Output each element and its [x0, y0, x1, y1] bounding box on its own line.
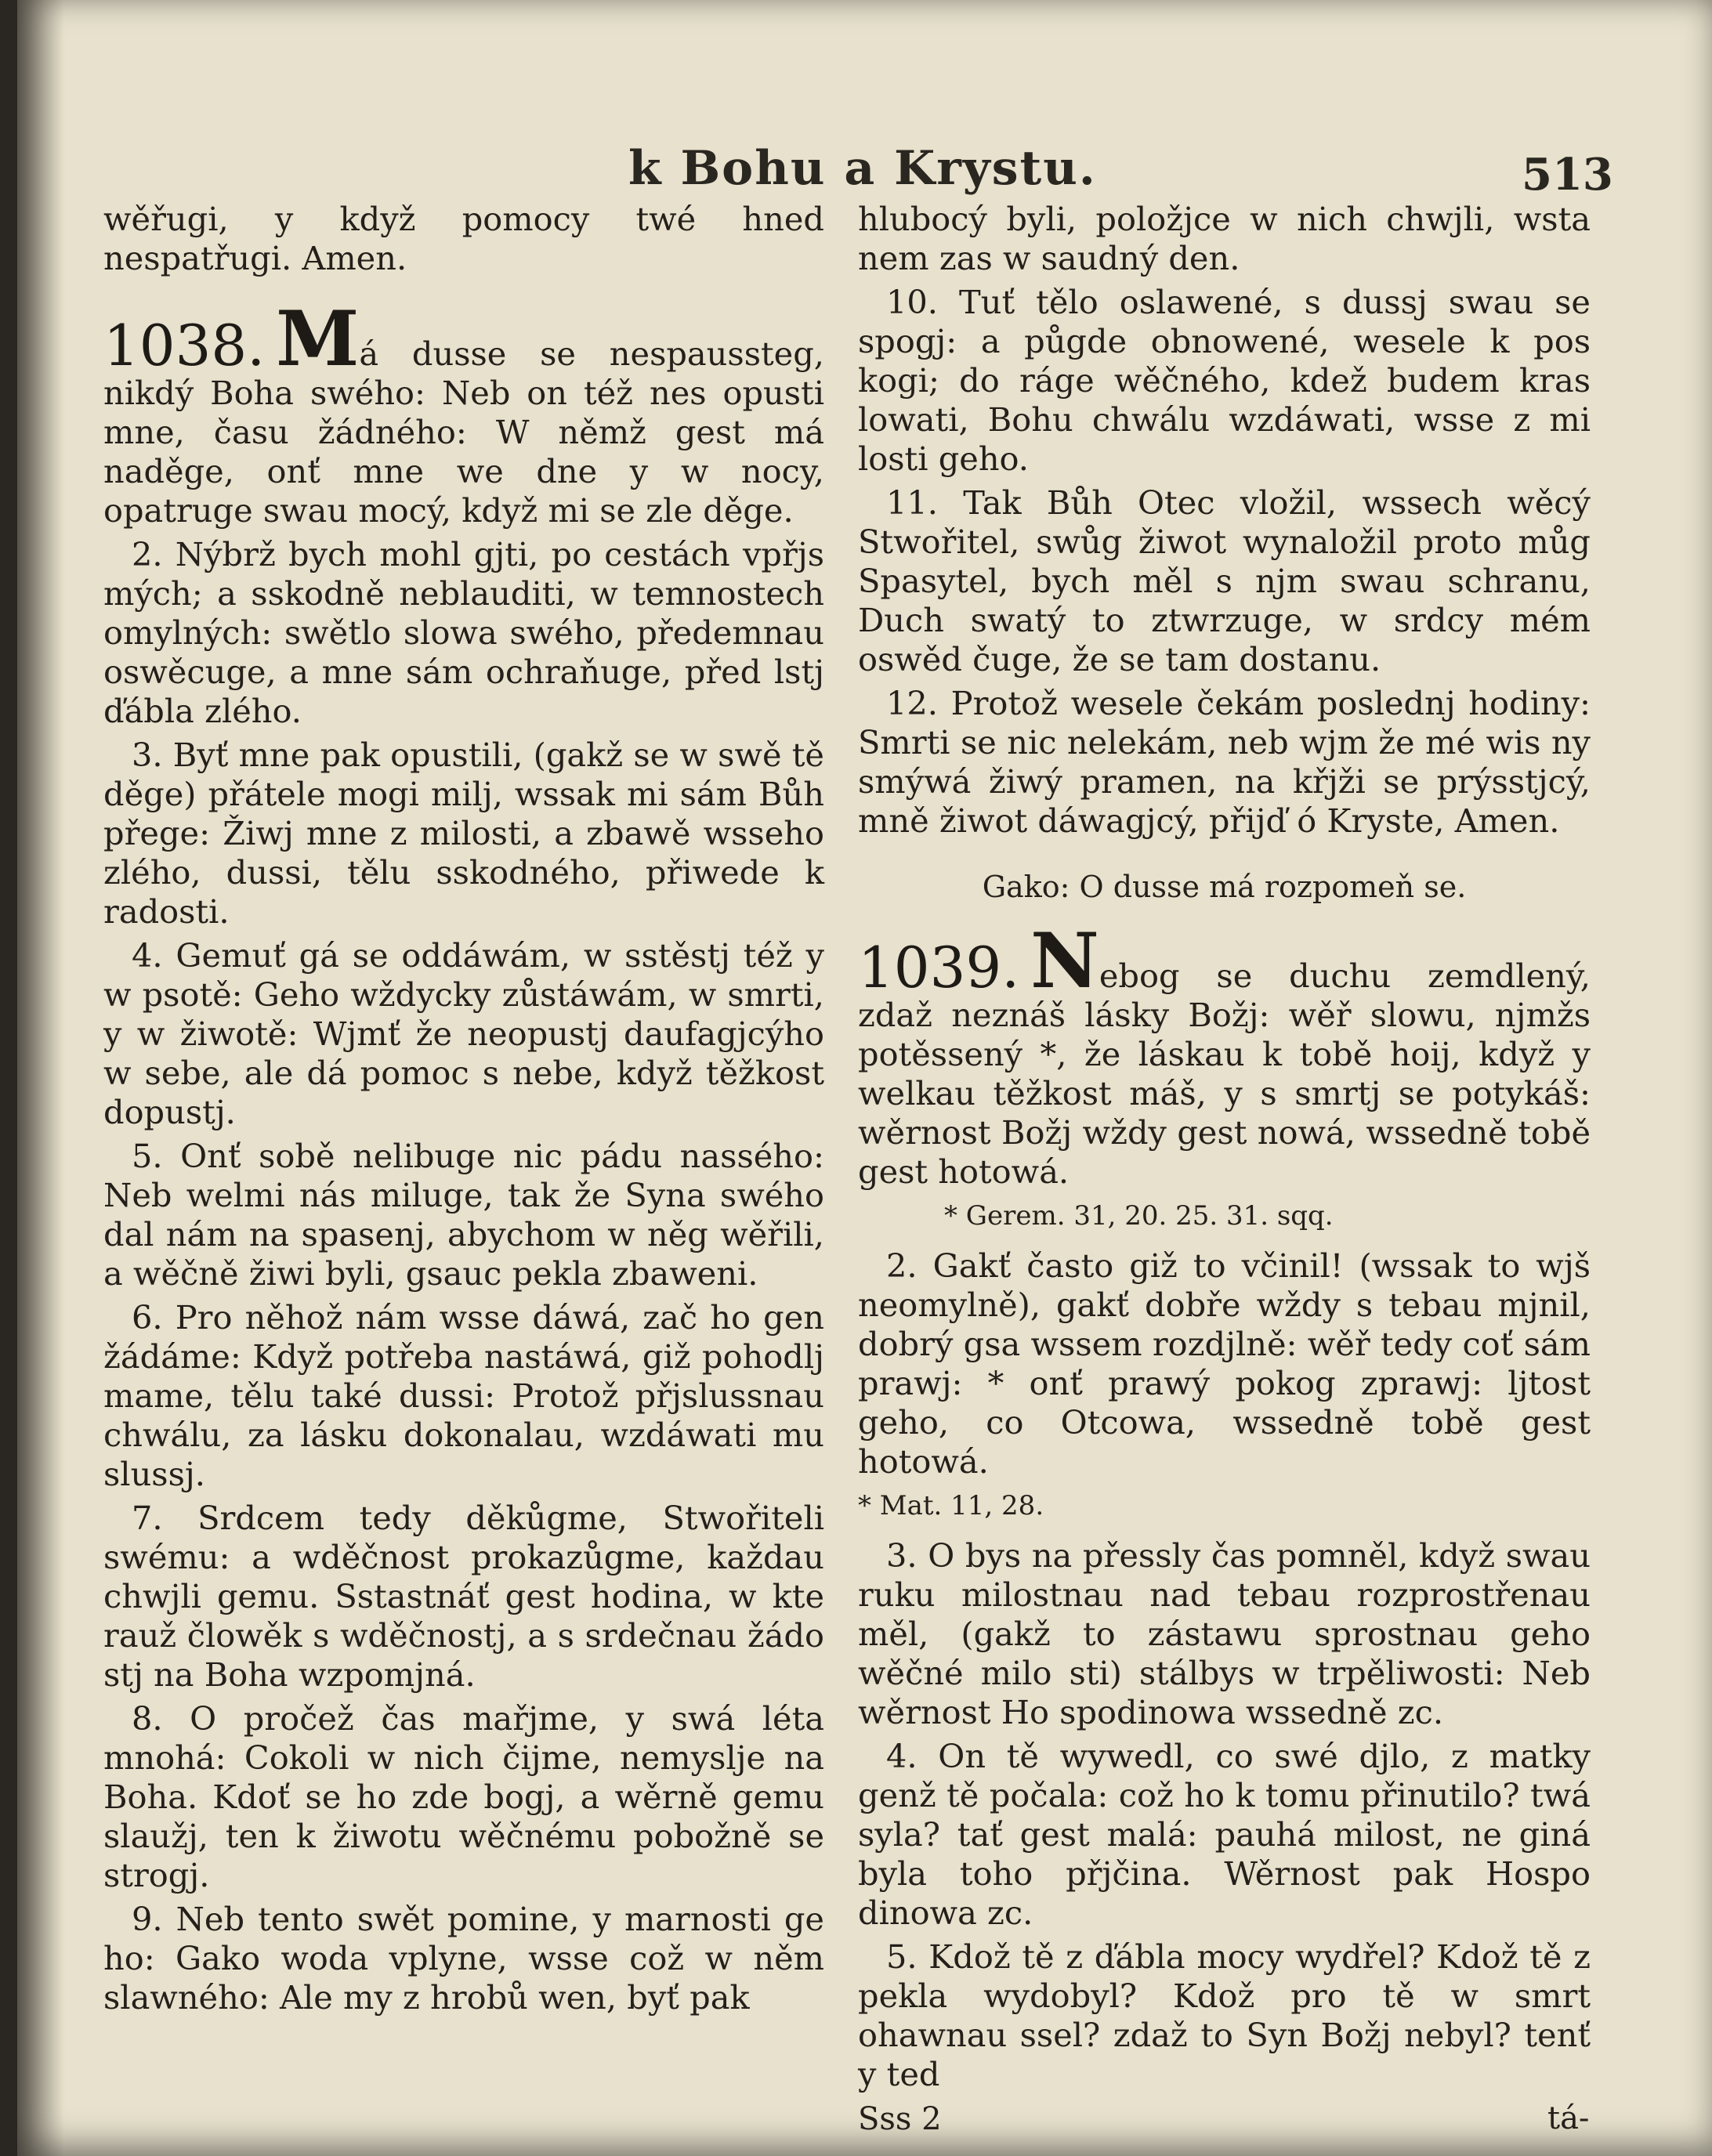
hymn-1038-verse-4: 4. Gemuť gá se oddáwám, w sstěstj též y w psotě: Geho wždycky zůstáwám, w smrti, y w žiwotě: Wjmť že neopustj daufagjcýho w sebe, ale dá pomoc s nebe, když těžkost dopustj.: [103, 936, 824, 1131]
hymn-1039-verse-1: [858, 917, 1591, 1192]
verse-text: á dusse se nespaussteg, nikdý Boha swého: Neb on též nes opusti mne, času žádného: W němž gest má naděge, onť mne we dne y w nocy, opatruge swau mocý, když mi se zle děge.: [103, 335, 824, 530]
footnote: * Mat. 11, 28.: [858, 1490, 1044, 1521]
hymn-1038-verse-1: [103, 295, 824, 530]
hymn-1039: [858, 917, 1591, 1192]
hymn-1038-verse-10: 10. Tuť tělo oslawené, s dussj swau se spogj: a půgde obnowené, wesele k pos kogi; do ráge wěčného, kdež budem kras lowati, Bohu chwálu wzdáwati, wsse z mi losti geho.: [858, 283, 1591, 478]
verse-text: ebog se duchu zemdlený, zdaž neznáš lásky Božj: wěř slowu, njmžs potěssený *, že láskau k tobě hoij, když y welkau těžkost máš, y s smrtj se potykáš: wěrnost Božj wždy gest nowá, wssedně tobě gest hotowá.: [858, 957, 1591, 1191]
hymn-1038-verse-9: 9. Neb tento swět pomine, y marnosti ge ho: Gako woda vplyne, wsse což w něm slawného: Ale my z hrobů wen, byť pak: [103, 1900, 824, 2017]
page-spine-shadow: [17, 0, 64, 2156]
hymn-1039-verse-5: 5. Kdož tě z ďábla mocy wydřel? Kdož tě z pekla wydobyl? Kdož pro tě w smrt ohawnau ssel? zdaž to Syn Božj nebyl? tenť y ted: [858, 1937, 1591, 2093]
drop-initial: M: [276, 295, 360, 383]
hymn-1039-verse-2: 2. Gakť často giž to včinil! (wssak to wjš neomylně), gakť dobře wždy s tebau mjnil, dobrý gsa wssem rozdjlně: wěř tedy coť sám prawj: * onť prawý pokog zprawj: ljtost geho, co Otcowa, wssedně tobě gest hotowá.: [858, 1246, 1591, 1481]
hymn-1038-verse-6: 6. Pro něhož nám wsse dáwá, zač ho gen žádáme: Když potřeba nastáwá, giž pohodlj mame, tělu také dussi: Protož přjslussnau chwálu, za lásku dokonalau, wzdáwati mu slussj.: [103, 1298, 824, 1493]
footnote: * Gerem. 31, 20. 25. 31. sqq.: [944, 1200, 1334, 1232]
hymn-1039-verse-3: 3. O bys na přessly čas pomněl, když swau ruku milostnau nad tebau rozprostřenau měl, (gakž to zástawu sprostnau geho wěčné milo sti) stálbys w trpěliwosti: Neb wěrnost Ho spodinowa wssedně zc.: [858, 1536, 1591, 1731]
hymn-1038-verse-5: 5. Onť sobě nelibuge nic pádu nassého: Neb welmi nás miluge, tak že Syna swého dal nám na spasenj, abychom w něg wěřili, a wěčně žiwi byli, gsauc pekla zbaweni.: [103, 1137, 824, 1293]
continued-text: hlubocý byli, položjce w nich chwjli, wsta nem zas w saudný den.: [858, 200, 1591, 277]
hymn-number: 1039.: [858, 935, 1020, 1000]
hymn-1038-verse-7: 7. Srdcem tedy děkůgme, Stwořiteli swému: a wděčnost prokazůgme, každau chwjli gemu. Sstastnáť gest hodina, w kte rauž člowěk s wděčnostj, a s srdečnau žádo stj na Boha wzpomjná.: [103, 1499, 824, 1694]
right-column: [858, 200, 1591, 2138]
page-number: 513: [1522, 149, 1613, 201]
left-column: [103, 200, 824, 2022]
hymn-1038-verse-8: 8. O pročež čas mařjme, y swá léta mnohá: Cokoli w nich čijme, nemyslje na Boha. Kdoť se ho zde bogj, a wěrně gemu slaužj, ten k žiwotu wěčnému pobožně se strogj.: [103, 1699, 824, 1894]
hymn-number: 1038.: [103, 313, 266, 378]
tune-indication: Gako: O dusse má rozpomeň se.: [982, 870, 1467, 904]
hymn-1038-verse-12: 12. Protož wesele čekám poslednj hodiny: Smrti se nic nelekám, neb wjm že mé wis ny smýwá žiwý pramen, na křjži se prýsstjcý, mně žiwot dáwagjcý, přijď ó Kryste, Amen.: [858, 684, 1591, 840]
running-title: k Bohu a Krystu.: [628, 141, 1097, 196]
hymn-1038-verse-11: 11. Tak Bůh Otec vložil, wssech wěcý Stwořitel, swůg žiwot wynaložil proto můg Spasytel, bych měl s njm swau schranu, Duch swatý to ztwrzuge, w srdcy mém oswěd čuge, že se tam dostanu.: [858, 483, 1591, 678]
hymn-1038-verse-3: 3. Byť mne pak opustili, (gakž se w swě tě děge) přátele mogi milj, wssak mi sám Bůh přege: Žiwj mne z milosti, a zbawě wsseho zlého, dussi, tělu sskodného, přiwede k radosti.: [103, 736, 824, 931]
book-page: [17, 0, 1712, 2156]
catchword: tá-: [1547, 2100, 1590, 2136]
hymn-1039-verse-4: 4. On tě wywedl, co swé djlo, z matky genž tě počala: což ho k tomu přinutilo? twá syla? tať gest malá: pauhá milost, ne giná byla toho přjčina. Wěrnost pak Hospo dinowa zc.: [858, 1737, 1591, 1932]
page-footer: [858, 2099, 1591, 2138]
hymn-1038-verse-2: 2. Nýbrž bych mohl gjti, po cestách vpřjs mých; a sskodně neblauditi, w temnostech omylných: swětlo slowa swého, předemnau oswěcuge, a mne sám ochraňuge, před lstj ďábla zlého.: [103, 535, 824, 730]
continued-text: wěřugi, y když pomocy twé hned nespatřugi. Amen.: [103, 200, 824, 277]
hymn-1038: [103, 295, 824, 530]
drop-initial: N: [1030, 917, 1099, 1005]
signature-mark: Sss 2: [858, 2101, 942, 2137]
